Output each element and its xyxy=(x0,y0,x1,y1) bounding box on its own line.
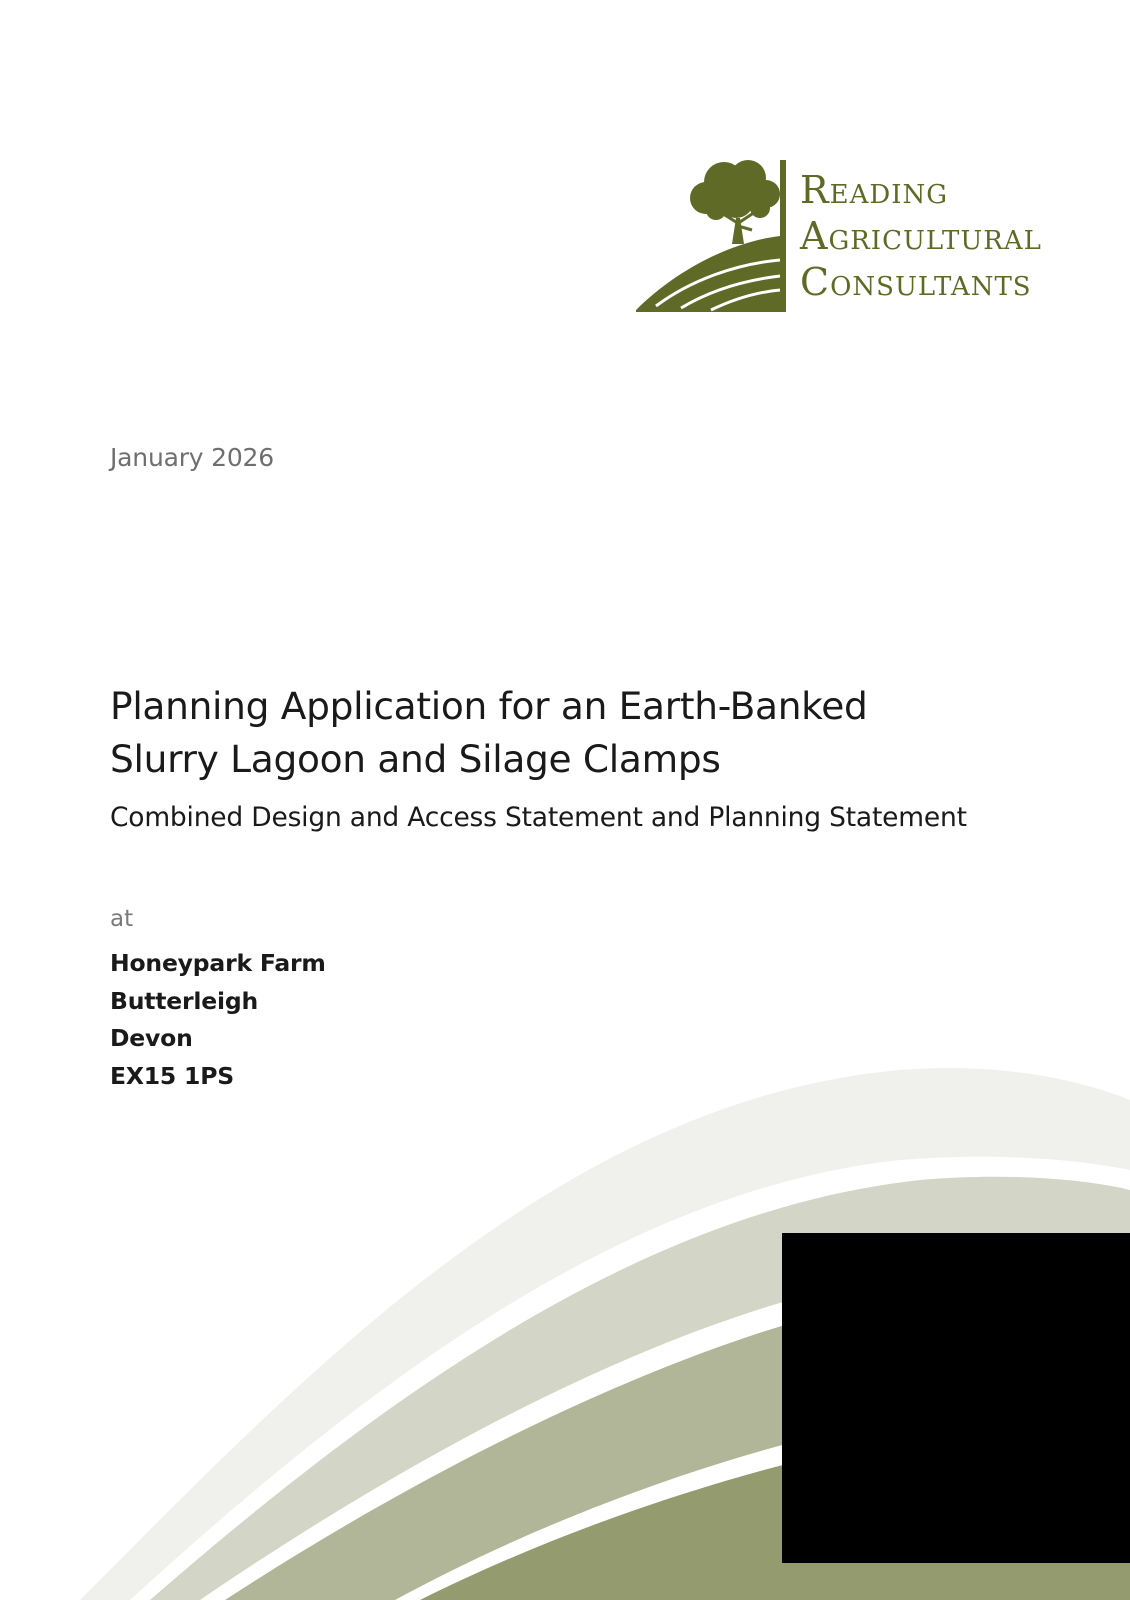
title-line-2: Slurry Lagoon and Silage Clamps xyxy=(110,737,721,781)
document-date: January 2026 xyxy=(110,443,274,472)
site-address xyxy=(110,945,326,1095)
logo-wordmark xyxy=(800,170,1042,308)
at-label: at xyxy=(110,906,134,932)
tree-on-hill-icon xyxy=(636,160,786,312)
address-line-locality: Butterleigh xyxy=(110,986,259,1015)
redaction-block xyxy=(782,1233,1130,1563)
document-title xyxy=(110,680,1030,786)
document-subtitle: Combined Design and Access Statement and Planning Statement xyxy=(110,802,967,833)
address-line-postcode: EX15 1PS xyxy=(110,1061,234,1090)
logo-line-3: CONSULTANTS xyxy=(800,260,1032,304)
address-line-farm: Honeypark Farm xyxy=(110,949,326,977)
company-logo xyxy=(636,160,1056,312)
logo-line-2: AGRICULTURAL xyxy=(800,214,1042,258)
logo-line-1: READING xyxy=(800,168,949,212)
address-line-county: Devon xyxy=(110,1024,193,1052)
title-line-1: Planning Application for an Earth-Banked xyxy=(110,684,868,728)
